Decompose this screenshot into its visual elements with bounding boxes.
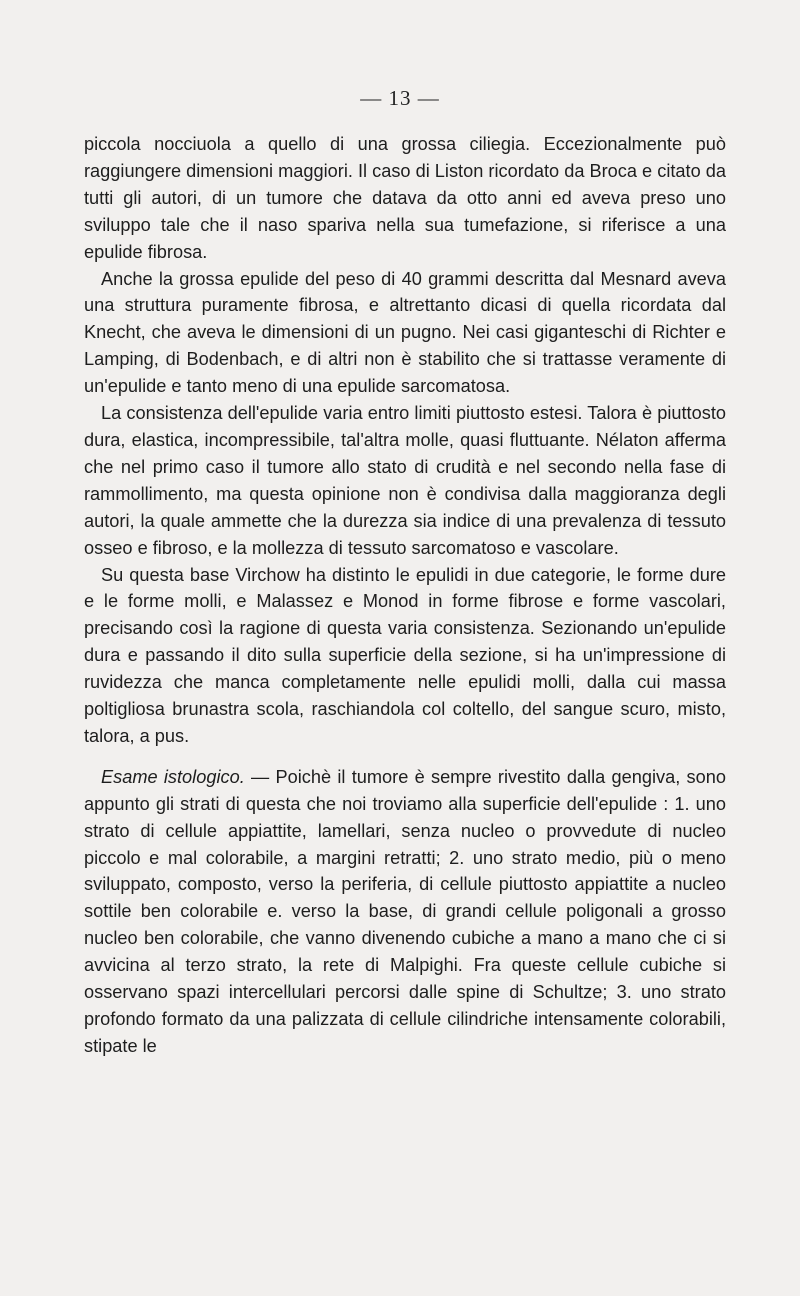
- section-text: Poichè il tumore è sempre rivestito dalla gengiva, sono appunto gli strati di questa che noi troviamo alla superficie dell'epulide : 1. uno strato di cellule appiattite, lamellari, senza nucleo o provvedute di nucleo piccolo e mal colorabile, a margini retratti; 2. uno strato medio, più o meno sviluppato, composto, verso la periferia, di cellule piuttosto appiattite a nucleo sottile ben colorabile e. verso la base, di grandi cellule poligonali a grosso nucleo ben colorabile, che vanno divenendo cubiche a mano a mano che ci si avvicina al terzo strato, la rete di Malpighi. Fra queste cellule cubiche si osservano spazi intercellulari percorsi dalle spine di Schultze; 3. uno strato profondo formato da una palizzata di cellule cilindriche intensamente colorabili, stipate le: [84, 766, 726, 1056]
- section-istologico: [84, 764, 726, 1060]
- section-separator: —: [244, 766, 276, 787]
- paragraph-1: piccola nocciuola a quello di una grossa ciliegia. Eccezionalmente può raggiungere dimensioni maggiori. Il caso di Liston ricordato da Broca e citato da tutti gli autori, di un tumore che datava da otto anni ed aveva preso uno sviluppo tale che il naso spariva nella sua tumefazione, si riferisce a una epulide fibrosa.: [84, 134, 726, 262]
- body-text: [84, 131, 726, 1060]
- page-number: — 13 —: [360, 86, 440, 110]
- section-heading: Esame istologico.: [101, 766, 245, 787]
- paragraph-3: La consistenza dell'epulide varia entro limiti piuttosto estesi. Talora è piuttosto dura, elastica, incompressibile, tal'altra molle, quasi fluttuante. Nélaton afferma che nel primo caso il tumore allo stato di crudità e nel secondo nella fase di rammollimento, ma questa opinione non è condivisa dalla maggioranza degli autori, la quale ammette che la durezza sia indice di una prevalenza di tessuto osseo e fibroso, e la mollezza di tessuto sarcomatoso e vascolare.: [84, 403, 726, 558]
- paragraph-4: Su questa base Virchow ha distinto le epulidi in due categorie, le forme dure e le forme molli, e Malassez e Monod in forme fibrose e forme vascolari, precisando così la ragione di questa varia consistenza. Sezionando un'epulide dura e passando il dito sulla superficie della sezione, si ha un'impressione di ruvidezza che manca completamente nelle epulidi molli, dalla cui massa poltigliosa brunastra scola, raschiandola col coltello, del sangue scuro, misto, talora, a pus.: [84, 564, 726, 746]
- paragraph-2: Anche la grossa epulide del peso di 40 grammi descritta dal Mesnard aveva una struttura puramente fibrosa, e altrettanto dicasi di quella ricordata dal Knecht, che aveva le dimensioni di un pugno. Nei casi giganteschi di Richter e Lamping, di Bodenbach, e di altri non è stabilito che si trattasse veramente di un'epulide e tanto meno di una epulide sarcomatosa.: [84, 268, 726, 397]
